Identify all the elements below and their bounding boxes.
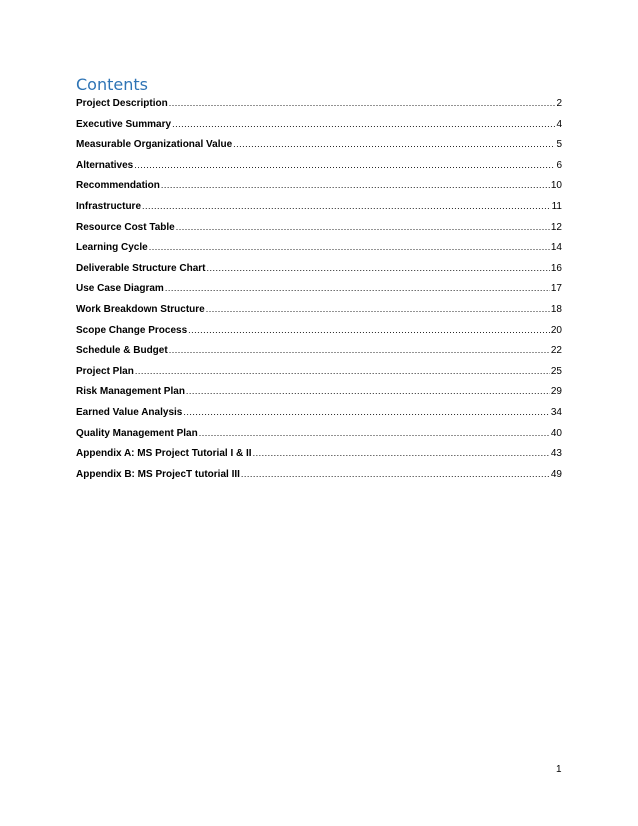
toc-entry-page: 22 (550, 345, 562, 357)
toc-entry-project-plan[interactable] (76, 364, 562, 385)
toc-entry-resource-cost-table[interactable] (76, 220, 562, 241)
toc-dot-leader (142, 199, 551, 213)
toc-entry-label: Appendix B: MS ProjecT tutorial III (76, 468, 240, 480)
toc-entry-label: Earned Value Analysis (76, 406, 183, 418)
toc-entry-appendix-a[interactable] (76, 446, 562, 467)
toc-entry-use-case-diagram[interactable] (76, 281, 562, 302)
toc-dot-leader (134, 158, 555, 172)
toc-dot-leader (183, 405, 550, 419)
toc-dot-leader (233, 137, 555, 151)
toc-entry-page: 11 (551, 200, 562, 212)
toc-entry-page: 17 (550, 283, 562, 295)
toc-entry-measurable-organizational-value[interactable] (76, 137, 562, 158)
toc-entry-page: 6 (556, 159, 562, 171)
toc-entry-learning-cycle[interactable] (76, 240, 562, 261)
toc-entry-page: 10 (550, 180, 562, 192)
toc-entry-page: 2 (556, 98, 562, 109)
toc-entry-label: Deliverable Structure Chart (76, 262, 206, 274)
toc-entry-page: 18 (550, 303, 562, 315)
toc-entry-scope-change-process[interactable] (76, 323, 562, 344)
toc-entry-page: 49 (550, 468, 562, 480)
toc-entry-schedule-budget[interactable] (76, 343, 562, 364)
toc-entry-label: Risk Management Plan (76, 386, 185, 398)
toc-dot-leader (199, 426, 550, 440)
toc-dot-leader (188, 323, 550, 337)
toc-entry-executive-summary[interactable] (76, 117, 562, 138)
toc-entry-earned-value-analysis[interactable] (76, 405, 562, 426)
toc-entry-page: 4 (556, 118, 562, 130)
toc-entry-work-breakdown-structure[interactable] (76, 302, 562, 323)
toc-entry-label: Project Plan (76, 365, 134, 377)
toc-entry-recommendation[interactable] (76, 178, 562, 199)
toc-dot-leader (241, 467, 550, 481)
toc-entry-label: Schedule & Budget (76, 345, 168, 357)
toc-entry-alternatives[interactable] (76, 158, 562, 179)
toc-entry-label: Alternatives (76, 159, 134, 171)
toc-dot-leader (186, 384, 550, 398)
toc-dot-leader (169, 96, 556, 110)
toc-entry-label: Project Description (76, 98, 168, 109)
toc-dot-leader (207, 261, 550, 275)
toc-dot-leader (253, 446, 550, 460)
toc-entry-label: Work Breakdown Structure (76, 303, 205, 315)
toc-entry-label: Recommendation (76, 180, 160, 192)
toc-list (76, 96, 562, 487)
toc-entry-appendix-b[interactable] (76, 467, 562, 488)
toc-entry-page: 34 (550, 406, 562, 418)
page-number: 1 (556, 764, 562, 775)
toc-entry-label: Resource Cost Table (76, 221, 175, 233)
toc-dot-leader (176, 220, 550, 234)
toc-entry-page: 12 (550, 221, 562, 233)
toc-entry-label: Measurable Organizational Value (76, 139, 233, 151)
toc-title: Contents (76, 75, 148, 94)
toc-entry-label: Infrastructure (76, 200, 142, 212)
toc-dot-leader (206, 302, 550, 316)
toc-entry-label: Quality Management Plan (76, 427, 198, 439)
toc-entry-deliverable-structure-chart[interactable] (76, 261, 562, 282)
toc-entry-risk-management-plan[interactable] (76, 384, 562, 405)
toc-dot-leader (149, 240, 550, 254)
toc-entry-page: 20 (550, 324, 562, 336)
toc-dot-leader (161, 178, 550, 192)
toc-entry-project-description[interactable] (76, 96, 562, 117)
toc-entry-page: 25 (550, 365, 562, 377)
toc-entry-infrastructure[interactable] (76, 199, 562, 220)
toc-entry-page: 43 (550, 448, 562, 460)
toc-entry-label: Use Case Diagram (76, 283, 164, 295)
toc-dot-leader (172, 117, 555, 131)
toc-entry-page: 14 (550, 242, 562, 254)
toc-entry-page: 40 (550, 427, 562, 439)
toc-dot-leader (169, 343, 550, 357)
toc-entry-quality-management-plan[interactable] (76, 426, 562, 447)
toc-entry-label: Scope Change Process (76, 324, 188, 336)
toc-dot-leader (165, 281, 550, 295)
toc-dot-leader (135, 364, 550, 378)
toc-entry-page: 16 (550, 262, 562, 274)
toc-entry-label: Appendix A: MS Project Tutorial I & II (76, 448, 252, 460)
toc-entry-page: 5 (556, 139, 562, 151)
toc-entry-page: 29 (550, 386, 562, 398)
toc-entry-label: Executive Summary (76, 118, 172, 130)
toc-entry-label: Learning Cycle (76, 242, 148, 254)
